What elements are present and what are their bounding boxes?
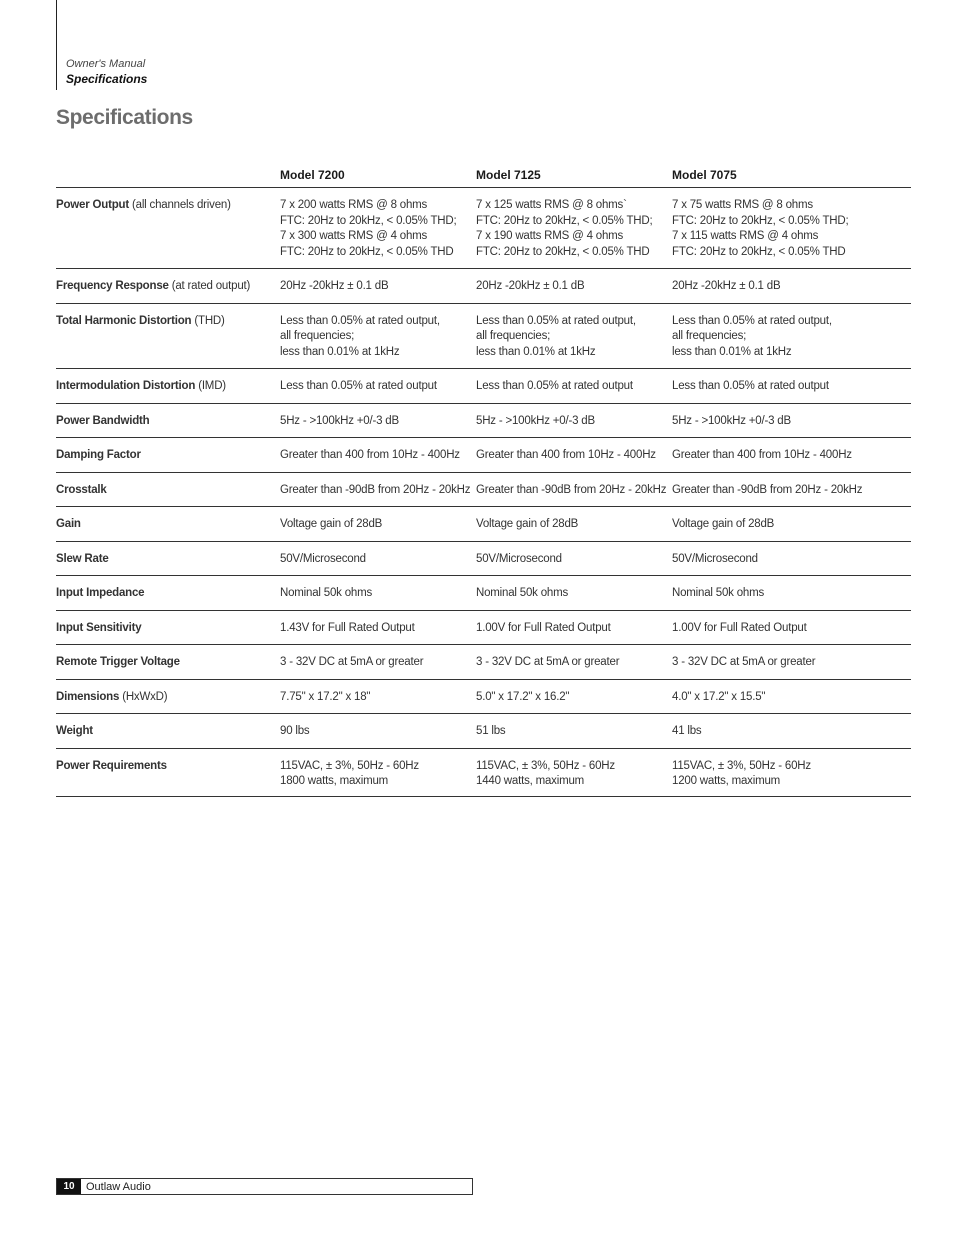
- spec-value-cell: [476, 403, 672, 438]
- spec-value-line: FTC: 20Hz to 20kHz, < 0.05% THD;: [280, 214, 457, 227]
- spec-value-cell: [476, 679, 672, 714]
- spec-value-cell: [672, 576, 911, 611]
- running-header: [66, 57, 147, 87]
- spec-value-line: Less than 0.05% at rated output: [476, 380, 633, 392]
- spec-label: Slew Rate: [56, 552, 109, 565]
- spec-value-cell: [280, 679, 476, 714]
- column-header-model-7125: Model 7125: [476, 162, 672, 188]
- spec-label-cell: [56, 507, 280, 542]
- spec-value-cell: [672, 369, 911, 404]
- spec-value-cell: [476, 576, 672, 611]
- spec-value-line: FTC: 20Hz to 20kHz, < 0.05% THD: [672, 245, 846, 258]
- spec-value-line: 115VAC, ± 3%, 50Hz - 60Hz: [280, 759, 419, 772]
- spec-value-cell: [672, 645, 911, 680]
- spec-value-cell: [476, 645, 672, 680]
- spec-value-cell: [672, 610, 911, 645]
- spec-value-line: Voltage gain of 28dB: [476, 518, 579, 530]
- spec-label-cell: [56, 576, 280, 611]
- table-row: [56, 403, 911, 438]
- spec-value-cell: [476, 541, 672, 576]
- spec-label: Crosstalk: [56, 483, 107, 496]
- spec-label-note: (HxWxD): [122, 690, 168, 703]
- spec-value-line: 1440 watts, maximum: [476, 775, 585, 787]
- spec-label-note: (THD): [194, 314, 225, 327]
- spec-label: Remote Trigger Voltage: [56, 656, 180, 668]
- spec-value-line: Less than 0.05% at rated output,: [672, 314, 832, 327]
- spec-label-cell: [56, 269, 280, 304]
- table-row: [56, 714, 911, 749]
- spec-label-note: (at rated output): [171, 280, 251, 292]
- spec-value-line: less than 0.01% at 1kHz: [672, 345, 792, 358]
- spec-value-line: 20Hz -20kHz ± 0.1 dB: [280, 280, 389, 292]
- spec-label-cell: [56, 303, 280, 369]
- spec-value-cell: [280, 369, 476, 404]
- spec-value-cell: [476, 188, 672, 269]
- spec-value-line: 3 - 32V DC at 5mA or greater: [672, 656, 816, 668]
- spec-value-line: all frequencies;: [476, 330, 551, 342]
- spec-value-cell: [280, 576, 476, 611]
- spec-value-line: 20Hz -20kHz ± 0.1 dB: [672, 280, 781, 292]
- spec-label-cell: [56, 714, 280, 749]
- table-row: [56, 188, 911, 269]
- table-body: [56, 188, 911, 797]
- spec-value-line: Less than 0.05% at rated output,: [476, 314, 636, 327]
- spec-value-line: 50V/Microsecond: [280, 552, 366, 565]
- spec-value-line: Greater than 400 from 10Hz - 400Hz: [672, 449, 852, 461]
- spec-value-line: FTC: 20Hz to 20kHz, < 0.05% THD;: [476, 214, 653, 227]
- spec-value-line: 115VAC, ± 3%, 50Hz - 60Hz: [476, 759, 615, 772]
- spec-label: Frequency Response: [56, 280, 169, 292]
- spec-value-line: 7 x 75 watts RMS @ 8 ohms: [672, 199, 813, 211]
- spec-value-cell: [672, 188, 911, 269]
- spec-value-line: 51 lbs: [476, 725, 506, 737]
- spec-label-cell: [56, 541, 280, 576]
- table-row: [56, 679, 911, 714]
- spec-value-cell: [280, 303, 476, 369]
- spec-label-cell: [56, 748, 280, 796]
- spec-value-cell: [280, 507, 476, 542]
- page-title: Specifications: [56, 106, 193, 129]
- spec-value-cell: [280, 438, 476, 473]
- spec-value-line: 7 x 300 watts RMS @ 4 ohms: [280, 230, 428, 242]
- spec-value-line: 20Hz -20kHz ± 0.1 dB: [476, 280, 585, 292]
- spec-value-line: all frequencies;: [280, 330, 355, 342]
- spec-value-cell: [280, 714, 476, 749]
- spec-label-cell: [56, 369, 280, 404]
- spec-value-line: 90 lbs: [280, 725, 310, 737]
- column-header-model-7075: Model 7075: [672, 162, 911, 188]
- spec-value-cell: [280, 610, 476, 645]
- table-row: [56, 541, 911, 576]
- spec-value-line: 7 x 200 watts RMS @ 8 ohms: [280, 199, 428, 211]
- spec-value-line: Voltage gain of 28dB: [280, 518, 383, 530]
- spec-label-note: (all channels driven): [132, 199, 231, 211]
- spec-value-cell: [476, 507, 672, 542]
- table-row: [56, 610, 911, 645]
- spec-value-line: 115VAC, ± 3%, 50Hz - 60Hz: [672, 759, 811, 772]
- page-number: 10: [57, 1179, 81, 1194]
- spec-value-cell: [672, 507, 911, 542]
- spec-value-line: 1200 watts, maximum: [672, 775, 781, 787]
- spec-label-note: (IMD): [198, 380, 226, 392]
- spec-value-line: 5.0" x 17.2" x 16.2": [476, 690, 570, 703]
- spec-value-line: 41 lbs: [672, 725, 702, 737]
- spec-value-cell: [672, 438, 911, 473]
- table-row: [56, 645, 911, 680]
- spec-value-line: 7 x 125 watts RMS @ 8 ohms`: [476, 199, 627, 211]
- spec-label-cell: [56, 610, 280, 645]
- table-row: [56, 576, 911, 611]
- spec-value-line: Voltage gain of 28dB: [672, 518, 775, 530]
- spec-value-cell: [672, 541, 911, 576]
- spec-value-line: less than 0.01% at 1kHz: [476, 345, 596, 358]
- page-footer: [56, 1178, 473, 1195]
- spec-value-cell: [672, 303, 911, 369]
- spec-value-cell: [476, 748, 672, 796]
- spec-value-cell: [476, 269, 672, 304]
- spec-value-line: FTC: 20Hz to 20kHz, < 0.05% THD: [476, 245, 650, 258]
- spec-label: Power Output: [56, 199, 129, 211]
- spec-value-cell: [280, 269, 476, 304]
- spec-label-cell: [56, 403, 280, 438]
- spec-value-cell: [476, 369, 672, 404]
- spec-value-cell: [280, 748, 476, 796]
- spec-value-line: 1800 watts, maximum: [280, 775, 389, 787]
- spec-value-cell: [476, 610, 672, 645]
- spec-value-line: 50V/Microsecond: [672, 552, 758, 565]
- spec-value-cell: [672, 472, 911, 507]
- spec-value-cell: [476, 472, 672, 507]
- section-name: Specifications: [66, 72, 148, 86]
- table-header-row: [56, 162, 911, 188]
- spec-label-cell: [56, 645, 280, 680]
- spec-value-line: Greater than -90dB from 20Hz - 20kHz: [280, 483, 471, 496]
- spec-value-cell: [280, 403, 476, 438]
- spec-label-cell: [56, 438, 280, 473]
- spec-value-line: 50V/Microsecond: [476, 552, 562, 565]
- spec-value-line: Nominal 50k ohms: [476, 587, 569, 599]
- table-row: [56, 472, 911, 507]
- specifications-table: [56, 162, 911, 797]
- spec-label-cell: [56, 679, 280, 714]
- header-rule: [56, 0, 57, 90]
- spec-value-line: 5Hz - >100kHz +0/-3 dB: [476, 414, 595, 427]
- spec-value-cell: [280, 472, 476, 507]
- spec-value-line: Greater than 400 from 10Hz - 400Hz: [476, 449, 656, 461]
- table-row: [56, 507, 911, 542]
- spec-label: Dimensions: [56, 690, 120, 703]
- spec-value-line: FTC: 20Hz to 20kHz, < 0.05% THD;: [672, 214, 849, 227]
- spec-value-cell: [672, 748, 911, 796]
- spec-value-line: 1.00V for Full Rated Output: [476, 621, 611, 634]
- spec-label: Intermodulation Distortion: [56, 380, 196, 392]
- spec-label: Power Requirements: [56, 759, 167, 772]
- spec-label: Power Bandwidth: [56, 414, 150, 427]
- spec-value-line: FTC: 20Hz to 20kHz, < 0.05% THD: [280, 245, 454, 258]
- spec-label: Gain: [56, 518, 81, 530]
- spec-value-line: Nominal 50k ohms: [280, 587, 373, 599]
- spec-value-cell: [672, 403, 911, 438]
- spec-value-line: Less than 0.05% at rated output: [280, 380, 437, 392]
- table-row: [56, 269, 911, 304]
- spec-value-line: all frequencies;: [672, 330, 747, 342]
- spec-value-cell: [280, 541, 476, 576]
- spec-value-line: Nominal 50k ohms: [672, 587, 765, 599]
- spec-value-line: 4.0" x 17.2" x 15.5": [672, 690, 766, 703]
- table-row: [56, 369, 911, 404]
- spec-value-line: 3 - 32V DC at 5mA or greater: [476, 656, 620, 668]
- spec-value-cell: [476, 303, 672, 369]
- column-header-blank: [56, 162, 280, 188]
- spec-label: Input Impedance: [56, 587, 145, 599]
- spec-value-line: less than 0.01% at 1kHz: [280, 345, 400, 358]
- table-row: [56, 303, 911, 369]
- spec-value-line: 7 x 115 watts RMS @ 4 ohms: [672, 230, 819, 242]
- spec-value-cell: [476, 714, 672, 749]
- spec-label: Total Harmonic Distortion: [56, 314, 192, 327]
- spec-label-cell: [56, 188, 280, 269]
- spec-value-line: Greater than -90dB from 20Hz - 20kHz: [476, 483, 667, 496]
- manual-subtitle: Owner's Manual: [66, 58, 146, 70]
- spec-value-line: Greater than 400 from 10Hz - 400Hz: [280, 449, 460, 461]
- spec-value-cell: [672, 679, 911, 714]
- spec-value-line: 3 - 32V DC at 5mA or greater: [280, 656, 424, 668]
- spec-value-line: Less than 0.05% at rated output,: [280, 314, 440, 327]
- spec-value-line: Less than 0.05% at rated output: [672, 380, 829, 392]
- spec-value-line: 7 x 190 watts RMS @ 4 ohms: [476, 230, 624, 242]
- spec-value-cell: [672, 269, 911, 304]
- spec-value-cell: [280, 645, 476, 680]
- spec-value-line: 1.00V for Full Rated Output: [672, 621, 807, 634]
- column-header-model-7200: Model 7200: [280, 162, 476, 188]
- spec-value-line: 7.75" x 17.2" x 18": [280, 690, 371, 703]
- spec-label: Weight: [56, 725, 93, 737]
- spec-label-cell: [56, 472, 280, 507]
- spec-label: Damping Factor: [56, 449, 141, 461]
- spec-value-line: 1.43V for Full Rated Output: [280, 621, 415, 634]
- spec-value-cell: [280, 188, 476, 269]
- spec-value-line: 5Hz - >100kHz +0/-3 dB: [672, 414, 791, 427]
- spec-label: Input Sensitivity: [56, 621, 142, 634]
- table-row: [56, 748, 911, 796]
- spec-value-cell: [672, 714, 911, 749]
- footer-brand: Outlaw Audio: [86, 1180, 151, 1193]
- spec-value-line: Greater than -90dB from 20Hz - 20kHz: [672, 483, 863, 496]
- spec-value-cell: [476, 438, 672, 473]
- table-row: [56, 438, 911, 473]
- spec-value-line: 5Hz - >100kHz +0/-3 dB: [280, 414, 399, 427]
